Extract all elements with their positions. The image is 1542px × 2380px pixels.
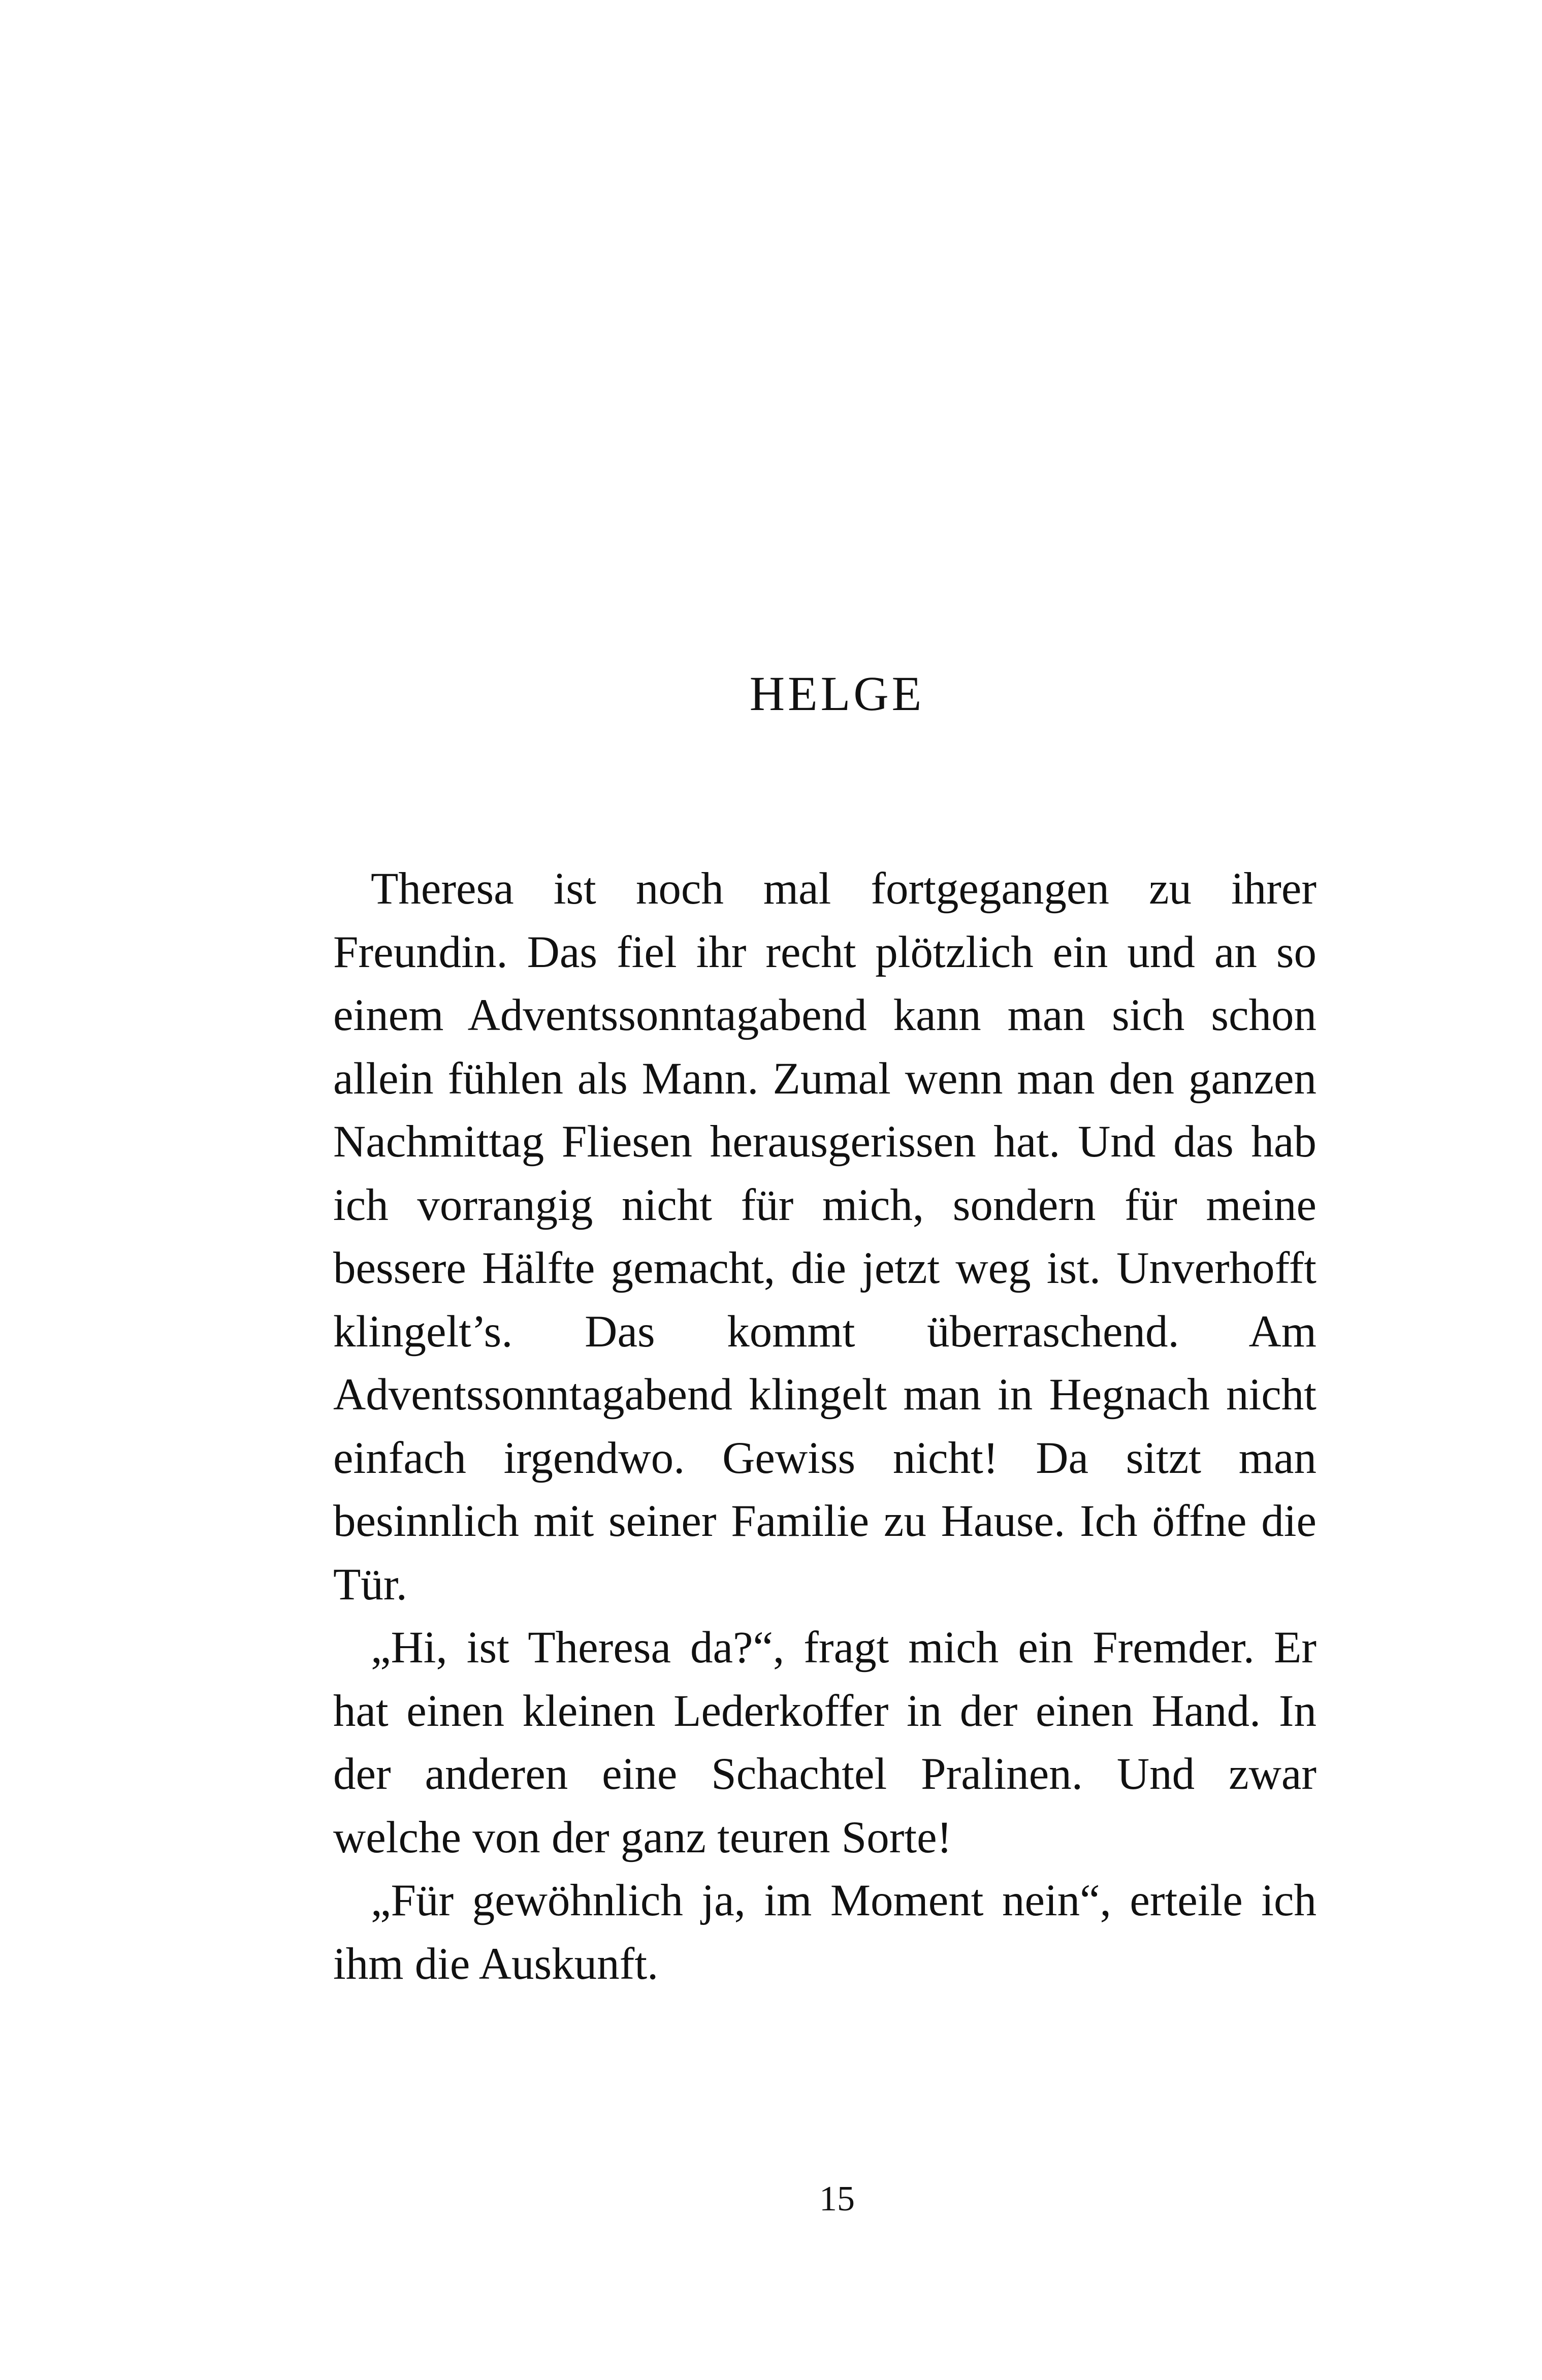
page-number: 15 bbox=[819, 2179, 855, 2218]
paragraph: „Hi, ist Theresa da?“, fragt mich ein Fremder. Er hat einen kleinen Lederkoffer in der einen Hand. In der anderen eine Schachtel Pralinen. Und zwar welche von der ganz teuren Sorte! bbox=[333, 1623, 1316, 1862]
paragraph: Theresa ist noch mal fortgegangen zu ihrer Freundin. Das fiel ihr recht plötzlich ein und an so einem Adventssonntagabend kann man sich schon allein fühlen als Mann. Zumal wenn man den ganzen Nachmittag Fliesen herausgerissen hat. Und das hab ich vorrangig nicht für mich, sondern für meine bessere Hälfte gemacht, die jetzt weg ist. Unverhofft klingelt’s. Das kommt überraschend. Am Adventssonntagabend klingelt man in Hegnach nicht einfach irgendwo. Gewiss nicht! Da sitzt man besinnlich mit seiner Familie zu Hause. Ich öffne die Tür. bbox=[333, 864, 1316, 1610]
chapter-title: HELGE bbox=[749, 666, 925, 721]
paragraph: „Für gewöhnlich ja, im Moment nein“, erteile ich ihm die Auskunft. bbox=[333, 1876, 1316, 1989]
body-text bbox=[333, 857, 1316, 1996]
